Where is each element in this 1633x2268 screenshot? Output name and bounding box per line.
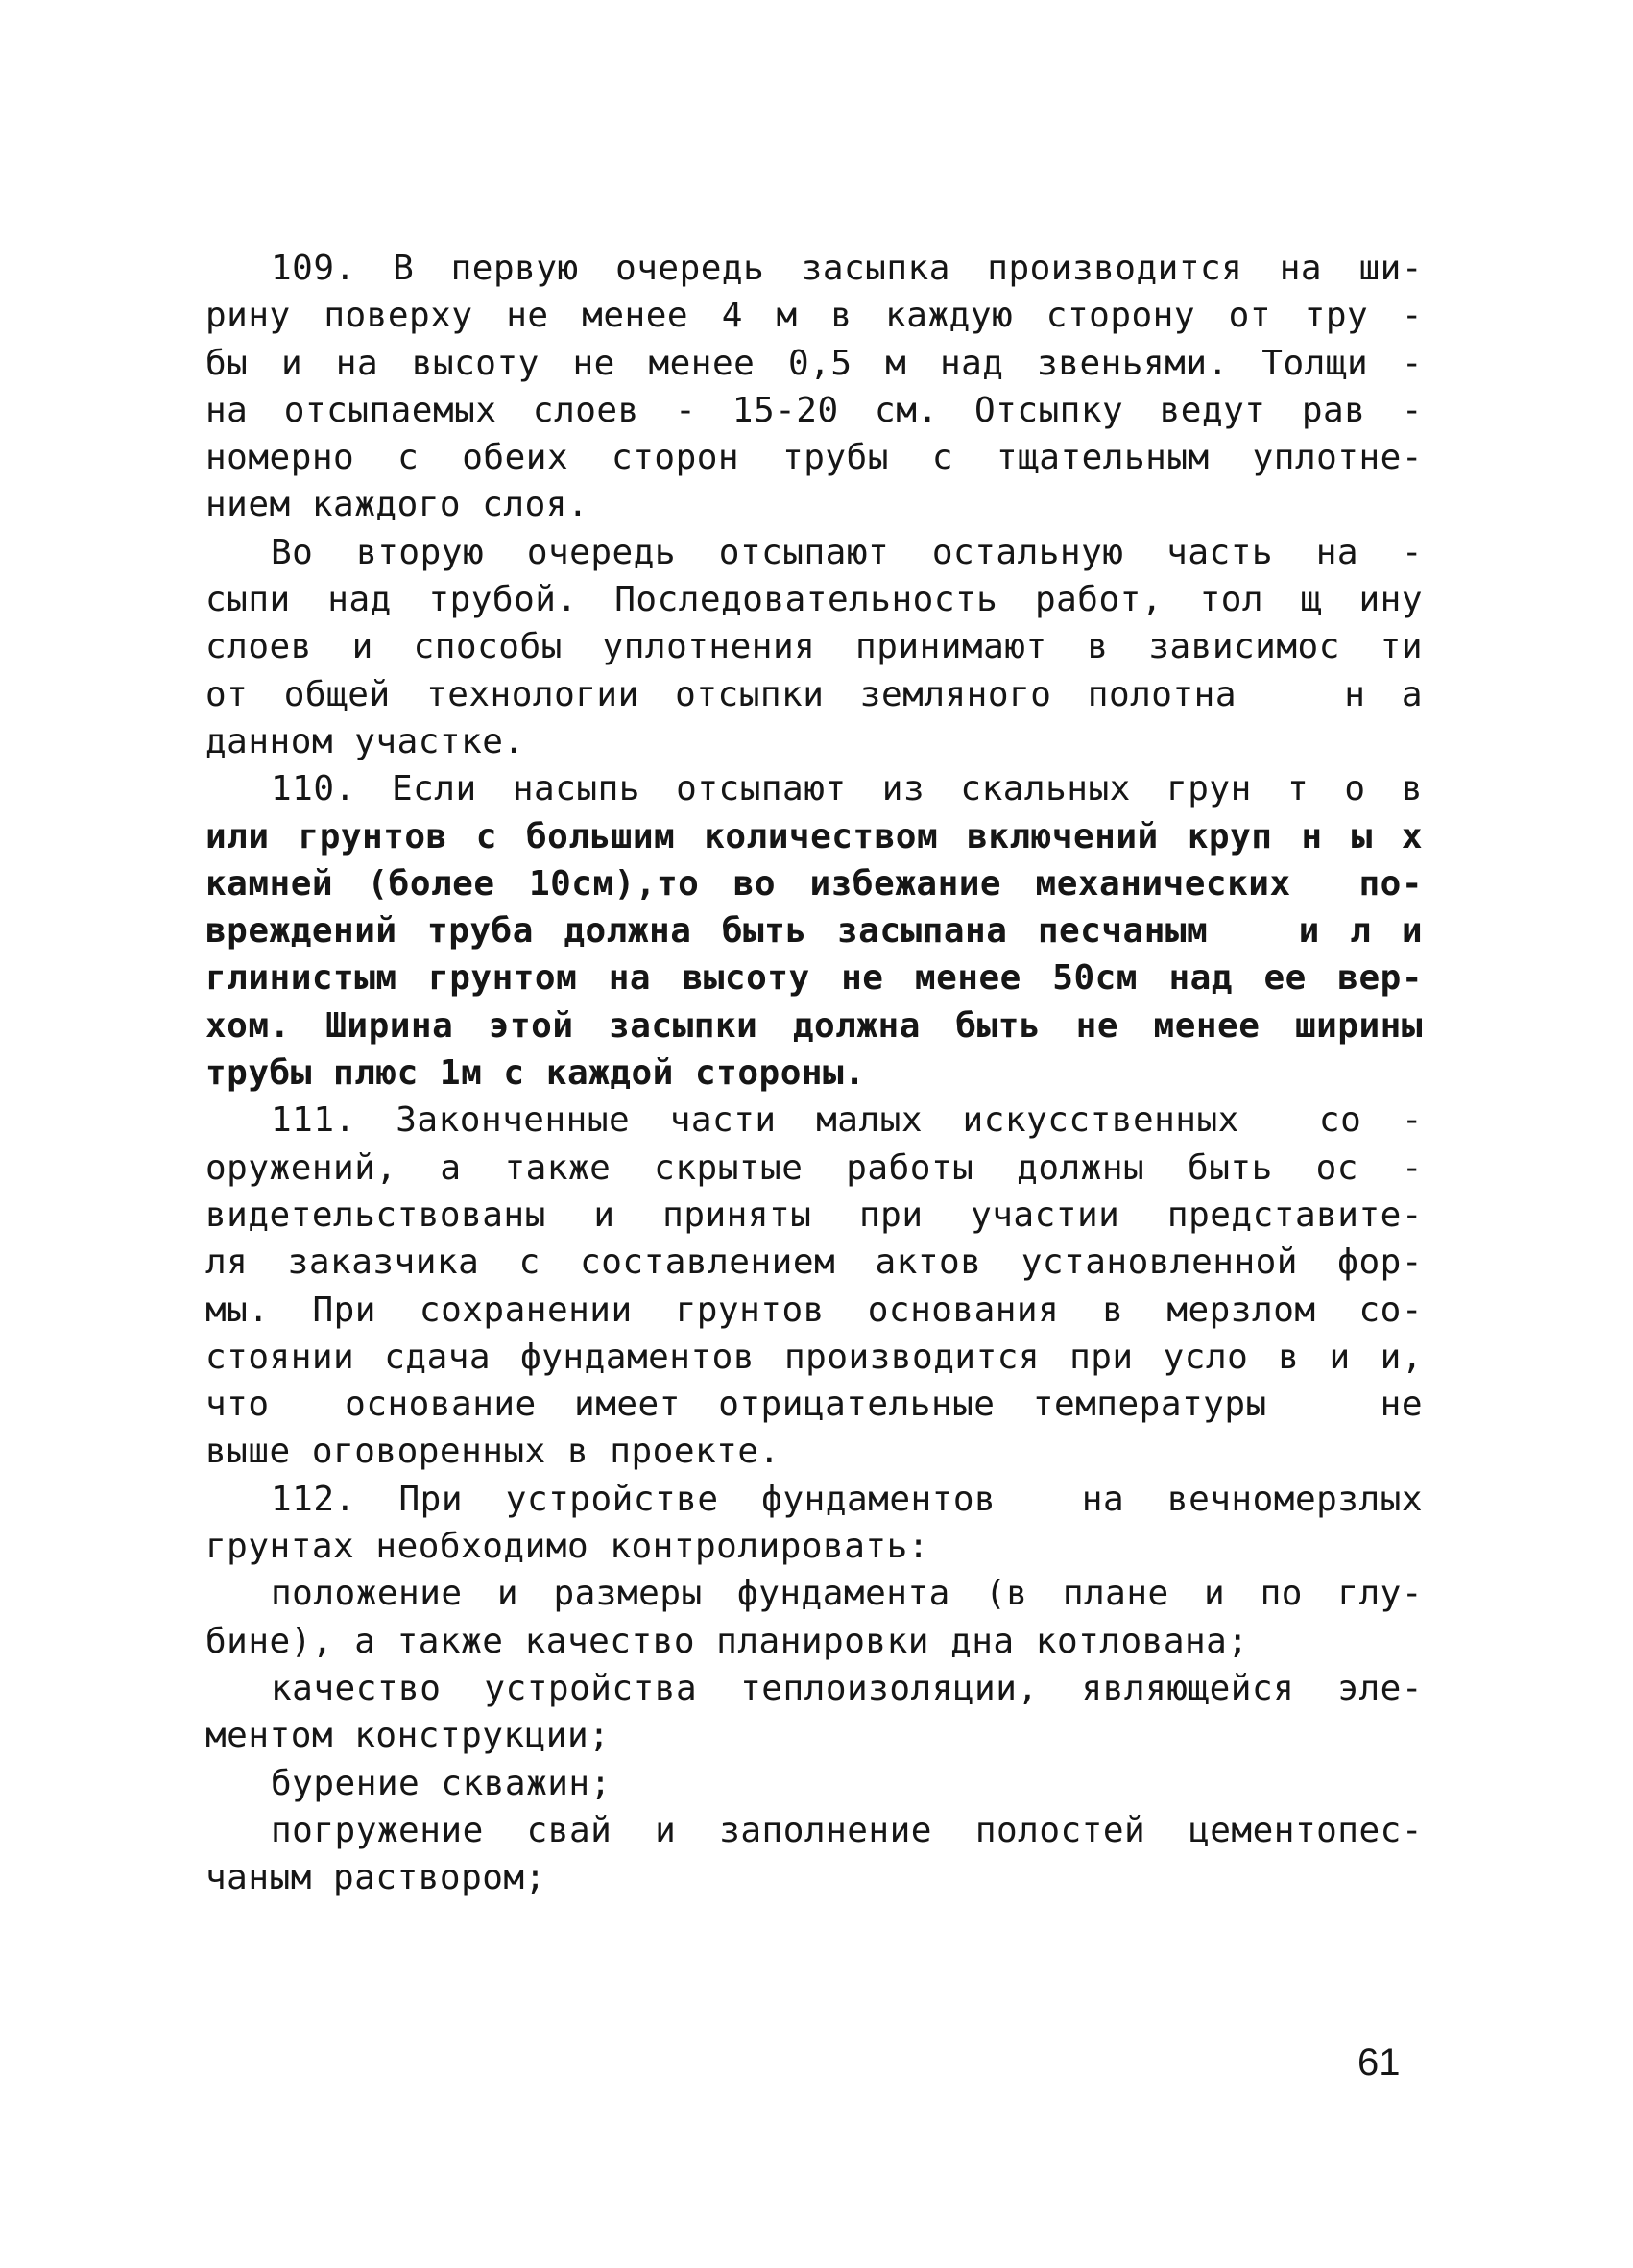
paragraph-111	[205, 1097, 1423, 1475]
text-line: выше оговоренных в проекте.	[205, 1432, 780, 1472]
text-line: оружений, а также скрытые работы должны быть ос -	[205, 1147, 1423, 1188]
text-line: камней (более 10см),то во избежание механических по-	[205, 863, 1423, 904]
text-line: рину поверху не менее 4 м в каждую сторону от тру -	[205, 296, 1423, 336]
text-line: номерно с обеих сторон трубы с тщательным уплотне-	[205, 438, 1423, 478]
text-line: от общей технологии отсыпки земляного полотна н а	[205, 674, 1423, 714]
text-line: 111. Законченные части малых искусственных со -	[271, 1100, 1423, 1141]
text-line: 110. Если насыпь отсыпают из скальных грун т о в	[271, 769, 1423, 809]
text-line: что основание имеет отрицательные температуры не	[205, 1385, 1423, 1425]
text-line: ментом конструкции;	[205, 1716, 611, 1756]
text-line: бы и на высоту не менее 0,5 м над звеньями. Толщи -	[205, 343, 1423, 383]
text-line: грунтах необходимо контролировать:	[205, 1527, 929, 1567]
text-line: Во вторую очередь отсыпают остальную часть на -	[271, 532, 1423, 572]
text-line: сыпи над трубой. Последовательность работ, тол щ ину	[205, 580, 1423, 620]
text-line: вреждений труба должна быть засыпана песчаным и л и	[205, 911, 1423, 952]
text-line: бурение скважин;	[271, 1763, 612, 1803]
list-item	[205, 1570, 1423, 1665]
body-text	[205, 245, 1423, 1901]
text-line: 109. В первую очередь засыпка производится на ши-	[271, 249, 1423, 288]
paragraph-109	[205, 245, 1423, 529]
list-item	[205, 1665, 1423, 1760]
text-line: слоев и способы уплотнения принимают в зависимос ти	[205, 627, 1423, 667]
text-line: положение и размеры фундамента (в плане и по глу-	[271, 1574, 1423, 1614]
text-line: мы. При сохранении грунтов основания в мерзлом со-	[205, 1290, 1423, 1330]
text-line: качество устройства теплоизоляции, являющейся эле-	[271, 1668, 1423, 1708]
text-line: чаным раствором;	[205, 1858, 546, 1898]
text-line: погружение свай и заполнение полостей цементопес-	[271, 1810, 1423, 1850]
text-line: трубы плюс 1м с каждой стороны.	[205, 1053, 866, 1094]
paragraph-110	[205, 765, 1423, 1097]
text-line: видетельствованы и приняты при участии представите-	[205, 1194, 1423, 1235]
paragraph-112	[205, 1476, 1423, 1571]
text-line: ля заказчика с составлением актов установленной фор-	[205, 1243, 1423, 1283]
text-line: нием каждого слоя.	[205, 485, 589, 525]
list-item	[205, 1760, 1423, 1807]
page-number: 61	[1357, 2041, 1401, 2084]
text-line: глинистым грунтом на высоту не менее 50см над ее вер-	[205, 958, 1423, 999]
text-line: данном участке.	[205, 721, 525, 761]
text-line: хом. Ширина этой засыпки должна быть не менее ширины	[205, 1005, 1423, 1046]
text-line: стоянии сдача фундаментов производится при усло в и и,	[205, 1337, 1423, 1377]
text-line: 112. При устройстве фундаментов на вечномерзлых	[271, 1479, 1423, 1519]
list-item	[205, 1807, 1423, 1902]
text-line: или грунтов с большим количеством включений круп н ы х	[205, 816, 1423, 857]
paragraph-109-continued	[205, 529, 1423, 765]
text-line: на отсыпаемых слоев - 15-20 см. Отсыпку ведут рав -	[205, 390, 1423, 430]
text-line: бине), а также качество планировки дна котлована;	[205, 1621, 1249, 1661]
